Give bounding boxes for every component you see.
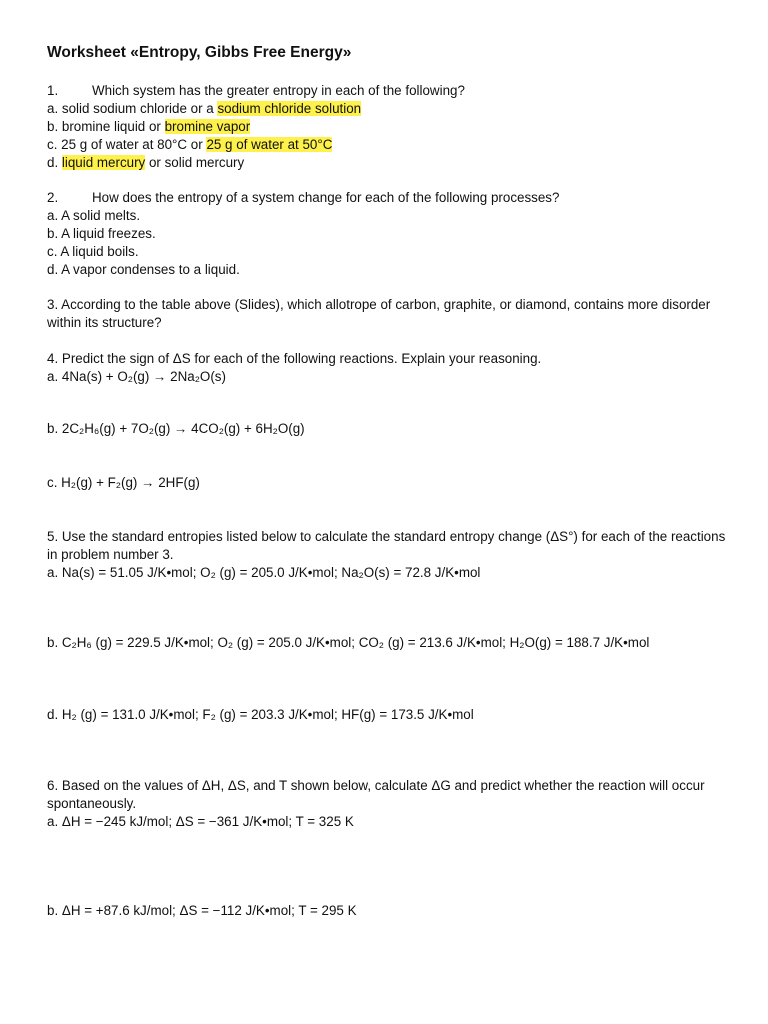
- q6-prompt: 6. Based on the values of ΔH, ΔS, and T shown below, calculate ΔG and predict whether the reaction will occur spontaneously.: [47, 778, 705, 811]
- question-4: [47, 350, 737, 386]
- q2-option-d: d. A vapor condenses to a liquid.: [47, 262, 240, 277]
- q4-part-b: [47, 420, 737, 438]
- q1-c-highlight: 25 g of water at 50°C: [206, 137, 333, 152]
- q1-option-d: [47, 154, 737, 172]
- q5-data-b: b. C₂H₆ (g) = 229.5 J/K•mol; O₂ (g) = 205.0 J/K•mol; CO₂ (g) = 213.6 J/K•mol; H₂O(g) = 188.7 J/K•mol: [47, 635, 650, 650]
- q1-b-highlight: bromine vapor: [164, 119, 251, 134]
- q1-option-c: [47, 136, 737, 154]
- q1-c-text: c. 25 g of water at 80°C or: [47, 137, 207, 152]
- q4-part-c: [47, 474, 737, 492]
- q6-values-a: a. ΔH = −245 kJ/mol; ΔS = −361 J/K•mol; T = 325 K: [47, 814, 354, 829]
- q5-data-a: a. Na(s) = 51.05 J/K•mol; O₂ (g) = 205.0 J/K•mol; Na₂O(s) = 72.8 J/K•mol: [47, 565, 481, 580]
- worksheet-title: Worksheet «Entropy, Gibbs Free Energy»: [47, 44, 352, 61]
- q5-part-d: [47, 706, 737, 724]
- q1-d-text: d.: [47, 155, 62, 170]
- q6-part-b: [47, 902, 737, 920]
- q1-b-text: b. bromine liquid or: [47, 119, 165, 134]
- question-1: [47, 82, 737, 172]
- q2-option-a: a. A solid melts.: [47, 208, 141, 223]
- q1-a-highlight: sodium chloride solution: [217, 101, 362, 116]
- q1-option-b: [47, 118, 737, 136]
- q6-values-b: b. ΔH = +87.6 kJ/mol; ΔS = −112 J/K•mol; T = 295 K: [47, 903, 357, 918]
- q1-number: 1.: [47, 83, 59, 98]
- q1-prompt: Which system has the greater entropy in each of the following?: [92, 83, 465, 98]
- q2-option-b: b. A liquid freezes.: [47, 226, 156, 241]
- q1-a-text: a. solid sodium chloride or a: [47, 101, 218, 116]
- q1-option-a: [47, 100, 737, 118]
- q2-number: 2.: [47, 190, 59, 205]
- q1-d-post: or solid mercury: [145, 155, 245, 170]
- q4-reaction-c: c. H₂(g) + F₂(g) → 2HF(g): [47, 475, 200, 490]
- q4-reaction-b: b. 2C₂H₆(g) + 7O₂(g) → 4CO₂(g) + 6H₂O(g): [47, 421, 305, 436]
- question-2: [47, 189, 737, 279]
- question-5: [47, 528, 727, 582]
- q4-reaction-a: a. 4Na(s) + O₂(g) → 2Na₂O(s): [47, 369, 226, 384]
- q2-prompt: How does the entropy of a system change for each of the following processes?: [92, 190, 560, 205]
- q2-option-c: c. A liquid boils.: [47, 244, 139, 259]
- q1-d-highlight: liquid mercury: [61, 155, 146, 170]
- q2-prompt-line: [47, 189, 737, 207]
- question-6: [47, 777, 727, 831]
- q5-prompt: 5. Use the standard entropies listed below to calculate the standard entropy change (ΔS°) for each of the reactions in problem number 3.: [47, 529, 726, 562]
- question-3: [47, 296, 727, 332]
- q5-data-d: d. H₂ (g) = 131.0 J/K•mol; F₂ (g) = 203.3 J/K•mol; HF(g) = 173.5 J/K•mol: [47, 707, 474, 722]
- q3-text: 3. According to the table above (Slides), which allotrope of carbon, graphite, or diamond, contains more disorder within its structure?: [47, 297, 711, 330]
- q5-part-b: [47, 634, 737, 652]
- q4-prompt: 4. Predict the sign of ΔS for each of the following reactions. Explain your reasoning.: [47, 351, 542, 366]
- q1-prompt-line: [47, 82, 737, 100]
